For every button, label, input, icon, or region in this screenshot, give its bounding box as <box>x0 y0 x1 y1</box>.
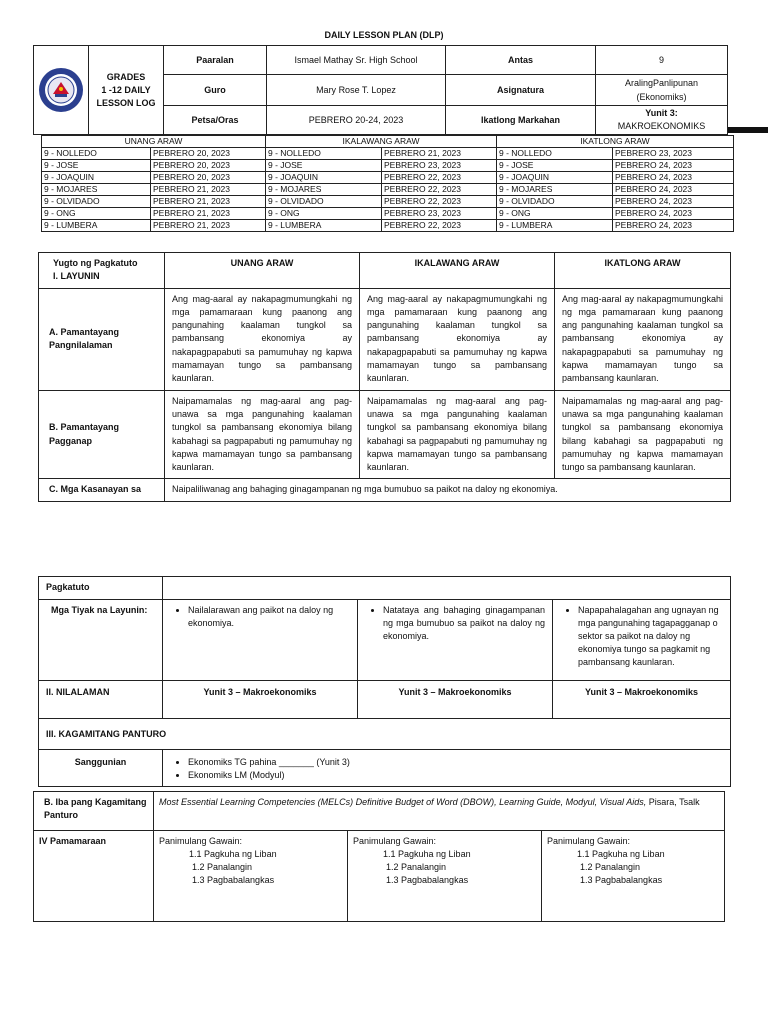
schedule-day-3-header: IKATLONG ARAW <box>497 136 734 148</box>
subject-value <box>596 75 728 106</box>
date-cell: PEBRERO 22, 2023 <box>382 196 497 208</box>
teacher-label: Guro <box>164 75 267 106</box>
procedure-day-1 <box>154 831 348 922</box>
section-cell: 9 - JOAQUIN <box>497 172 613 184</box>
date-cell: PEBRERO 20, 2023 <box>151 148 266 160</box>
quarter-label: Ikatlong Markahan <box>446 106 596 135</box>
section-cell: 9 - ONG <box>497 208 613 220</box>
stage-label-cell <box>39 253 165 289</box>
section-cell: 9 - JOSE <box>42 160 151 172</box>
list-item: 1.1 Pagkuha ng Liban <box>577 849 665 859</box>
stage-label: Yugto ng Pagkatuto <box>53 258 138 268</box>
section-cell: 9 - NOLLEDO <box>42 148 151 160</box>
subject-label: Asignatura <box>446 75 596 106</box>
specific-objectives-row <box>39 600 731 681</box>
unit-value <box>596 106 728 135</box>
other-materials-row <box>34 792 725 831</box>
section-cell: 9 - OLVIDADO <box>42 196 151 208</box>
section-cell: 9 - LUMBERA <box>42 220 151 232</box>
level-label: Antas <box>446 46 596 75</box>
procedure-day-2 <box>348 831 542 922</box>
date-cell: PEBRERO 23, 2023 <box>382 208 497 220</box>
objectives-table <box>38 252 731 502</box>
subject-line-2: (Ekonomiks) <box>636 92 687 102</box>
section-schedule-table <box>41 135 734 232</box>
teacher-value: Mary Rose T. Lopez <box>267 75 446 106</box>
list-item: 1.1 Pagkuha ng Liban <box>383 849 471 859</box>
table-row <box>42 196 734 208</box>
performance-standard-day-1: Naipamamalas ng mag-aaral ang pag-unawa sa mga pangunahing kaalaman tungkol sa pambansang ekonomiya bilang kabahagi sa pagpapabuti ng pamumuhay ng kapwa mamamayan tungo sa pambansang kaunlaran. <box>165 390 360 479</box>
school-label: Paaralan <box>164 46 267 75</box>
subject-line-1: AralingPanlipunan <box>624 78 699 88</box>
objectives-day-3-header: IKATLONG ARAW <box>555 253 731 289</box>
procedure-day-3 <box>542 831 725 922</box>
list-item: 1.2 Panalangin <box>192 862 253 872</box>
content-unit-day-3: Yunit 3 – Makroekonomiks <box>553 681 731 719</box>
section-cell: 9 - ONG <box>42 208 151 220</box>
other-materials-cell <box>154 792 725 831</box>
section-cell: 9 - JOSE <box>266 160 382 172</box>
date-cell: PEBRERO 21, 2023 <box>382 148 497 160</box>
grades-label-cell <box>89 46 164 135</box>
objectives-header-row <box>39 253 731 289</box>
list-item: 1.3 Pagbabalangkas <box>580 875 663 885</box>
date-cell: PEBRERO 20, 2023 <box>151 172 266 184</box>
date-cell: PEBRERO 24, 2023 <box>613 160 734 172</box>
specific-objective-day-1 <box>163 600 358 681</box>
list-item: • Nailalarawan ang paikot na daloy ng ekonomiya. <box>188 604 350 630</box>
performance-standard-day-2: Naipamamalas ng mag-aaral ang pag-unawa sa mga pangunahing kaalaman tungkol sa pambansang ekonomiya bilang kabahagi sa pagpapabuti ng pamumuhay ng kapwa mamamayan tungo sa pambansang kaunlaran. <box>360 390 555 479</box>
date-cell: PEBRERO 24, 2023 <box>613 184 734 196</box>
date-cell: PEBRERO 22, 2023 <box>382 172 497 184</box>
content-standard-row <box>39 288 731 390</box>
objectives-heading: I. LAYUNIN <box>53 271 100 282</box>
list-item: • Napapahalagahan ang ugnayan ng mga pangunahing tagapagganap o sektor sa paikot na daloy ng ekonomiya tungo sa pagkamit ng pambansang kaunlaran. <box>578 604 723 669</box>
list-item: • Ekonomiks TG pahina _______ (Yunit 3) <box>188 756 723 769</box>
section-cell: 9 - NOLLEDO <box>266 148 382 160</box>
grades-line-3: LESSON LOG <box>96 97 156 108</box>
date-cell: PEBRERO 21, 2023 <box>151 220 266 232</box>
unit-line-1: Yunit 3: <box>645 108 678 118</box>
unit-line-2: MAKROEKONOMIKS <box>617 121 706 131</box>
table-row <box>42 172 734 184</box>
school-value: Ismael Mathay Sr. High School <box>267 46 446 75</box>
date-label: Petsa/Oras <box>164 106 267 135</box>
section-cell: 9 - OLVIDADO <box>497 196 613 208</box>
grades-line-1: GRADES <box>106 71 146 82</box>
grades-line-2: 1 -12 DAILY <box>101 84 151 95</box>
date-cell: PEBRERO 24, 2023 <box>613 196 734 208</box>
procedure-label: IV Pamamaraan <box>34 831 154 922</box>
other-materials-italic: Most Essential Learning Competencies (MELCs) Definitive Budget of Word (DBOW), Learning Guide, Modyul, Visual Aids, <box>159 797 647 807</box>
competency-label: C. Mga Kasanayan sa <box>39 479 165 501</box>
objectives-day-1-header: UNANG ARAW <box>165 253 360 289</box>
content-unit-day-2: Yunit 3 – Makroekonomiks <box>358 681 553 719</box>
date-cell: PEBRERO 22, 2023 <box>382 184 497 196</box>
other-materials-plain: Pisara, Tsalk <box>646 797 700 807</box>
pagkatuto-row <box>39 577 731 600</box>
procedure-heading: Panimulang Gawain: <box>547 836 631 846</box>
deped-seal-cell <box>34 46 89 135</box>
content-standard-label: A. Pamantayang Pangnilalaman <box>39 288 165 390</box>
content-unit-day-1: Yunit 3 – Makroekonomiks <box>163 681 358 719</box>
section-cell: 9 - JOAQUIN <box>42 172 151 184</box>
specific-objective-day-2 <box>358 600 553 681</box>
procedure-heading: Panimulang Gawain: <box>159 836 243 846</box>
procedure-heading: Panimulang Gawain: <box>353 836 437 846</box>
list-item: • Ekonomiks LM (Modyul) <box>188 769 723 782</box>
section-cell: 9 - LUMBERA <box>266 220 382 232</box>
list-item: 1.3 Pagbabalangkas <box>386 875 469 885</box>
content-standard-day-3: Ang mag-aaral ay nakapagmumungkahi ng mga pamamaraan kung paanong ang pangunahing kaalaman tungkol sa pambansang ekonomiya ay nakapagpapabuti sa pamumuhay ng kapwa mamamayan tungo sa pambansang kaunlaran. <box>555 288 731 390</box>
header-bar-decoration <box>728 127 768 133</box>
schedule-day-1-header: UNANG ARAW <box>42 136 266 148</box>
performance-standard-row <box>39 390 731 479</box>
materials-row <box>39 719 731 750</box>
procedure-row <box>34 831 725 922</box>
header-table <box>33 45 728 135</box>
table-row <box>42 184 734 196</box>
content-standard-day-1: Ang mag-aaral ay nakapagmumungkahi ng mga pamamaraan kung paanong ang pangunahing kaalaman tungkol sa pambansang ekonomiya ay nakapagpapabuti sa pamumuhay ng kapwa mamamayan tungo sa pambansang kaunlaran. <box>165 288 360 390</box>
section-cell: 9 - JOSE <box>497 160 613 172</box>
references-cell <box>163 750 731 787</box>
date-cell: PEBRERO 21, 2023 <box>151 208 266 220</box>
deped-seal-icon <box>38 67 84 113</box>
list-item: 1.1 Pagkuha ng Liban <box>189 849 277 859</box>
date-cell: PEBRERO 23, 2023 <box>382 160 497 172</box>
section-cell: 9 - LUMBERA <box>497 220 613 232</box>
specific-objectives-label: Mga Tiyak na Layunin: <box>39 600 163 681</box>
date-cell: PEBRERO 21, 2023 <box>151 196 266 208</box>
date-value: PEBRERO 20-24, 2023 <box>267 106 446 135</box>
table-row <box>42 148 734 160</box>
section-cell: 9 - NOLLEDO <box>497 148 613 160</box>
section-cell: 9 - ONG <box>266 208 382 220</box>
pagkatuto-label: Pagkatuto <box>39 577 163 600</box>
references-row <box>39 750 731 787</box>
performance-standard-label: B. Pamantayang Pagganap <box>39 390 165 479</box>
list-item: 1.2 Panalangin <box>386 862 447 872</box>
table-row <box>42 160 734 172</box>
content-row <box>39 681 731 719</box>
list-item: • Natataya ang bahaging ginagampanan ng mga bumubuo sa paikot na daloy ng ekonomiya. <box>383 604 545 643</box>
date-cell: PEBRERO 24, 2023 <box>613 220 734 232</box>
section-cell: 9 - MOJARES <box>266 184 382 196</box>
date-cell: PEBRERO 20, 2023 <box>151 160 266 172</box>
performance-standard-day-3: Naipamamalas ng mag-aaral ang pag-unawa sa mga pangunahing kaalaman tungkol sa pambansang ekonomiya bilang kabahagi sa pagpapabuti ng pamumuhay ng kapwa mamamayan tungo sa pambansang kaunlaran. <box>555 390 731 479</box>
competency-row <box>39 479 731 501</box>
objectives-day-2-header: IKALAWANG ARAW <box>360 253 555 289</box>
materials-label: III. KAGAMITANG PANTURO <box>39 719 731 750</box>
competency-text: Naipaliliwanag ang bahaging ginagampanan ng mga bumubuo sa paikot na daloy ng ekonomiya. <box>165 479 731 501</box>
table-row <box>42 208 734 220</box>
section-cell: 9 - JOAQUIN <box>266 172 382 184</box>
learning-table <box>38 576 731 787</box>
date-cell: PEBRERO 24, 2023 <box>613 208 734 220</box>
pagkatuto-blank <box>163 577 731 600</box>
level-value: 9 <box>596 46 728 75</box>
table-row <box>42 220 734 232</box>
section-cell: 9 - MOJARES <box>42 184 151 196</box>
section-cell: 9 - OLVIDADO <box>266 196 382 208</box>
procedure-table <box>33 791 725 922</box>
date-cell: PEBRERO 21, 2023 <box>151 184 266 196</box>
list-item: 1.3 Pagbabalangkas <box>192 875 275 885</box>
date-cell: PEBRERO 23, 2023 <box>613 148 734 160</box>
schedule-header-row <box>42 136 734 148</box>
date-cell: PEBRERO 22, 2023 <box>382 220 497 232</box>
other-materials-label: B. Iba pang Kagamitang Panturo <box>34 792 154 831</box>
list-item: 1.2 Panalangin <box>580 862 641 872</box>
references-label: Sanggunian <box>39 750 163 787</box>
section-cell: 9 - MOJARES <box>497 184 613 196</box>
content-standard-day-2: Ang mag-aaral ay nakapagmumungkahi ng mga pamamaraan kung paanong ang pangunahing kaalaman tungkol sa pambansang ekonomiya ay nakapagpapabuti sa pamumuhay ng kapwa mamamayan tungo sa pambansang kaunlaran. <box>360 288 555 390</box>
specific-objective-day-3 <box>553 600 731 681</box>
content-label: II. NILALAMAN <box>39 681 163 719</box>
schedule-day-2-header: IKALAWANG ARAW <box>266 136 497 148</box>
document-title: DAILY LESSON PLAN (DLP) <box>324 30 444 40</box>
date-cell: PEBRERO 24, 2023 <box>613 172 734 184</box>
